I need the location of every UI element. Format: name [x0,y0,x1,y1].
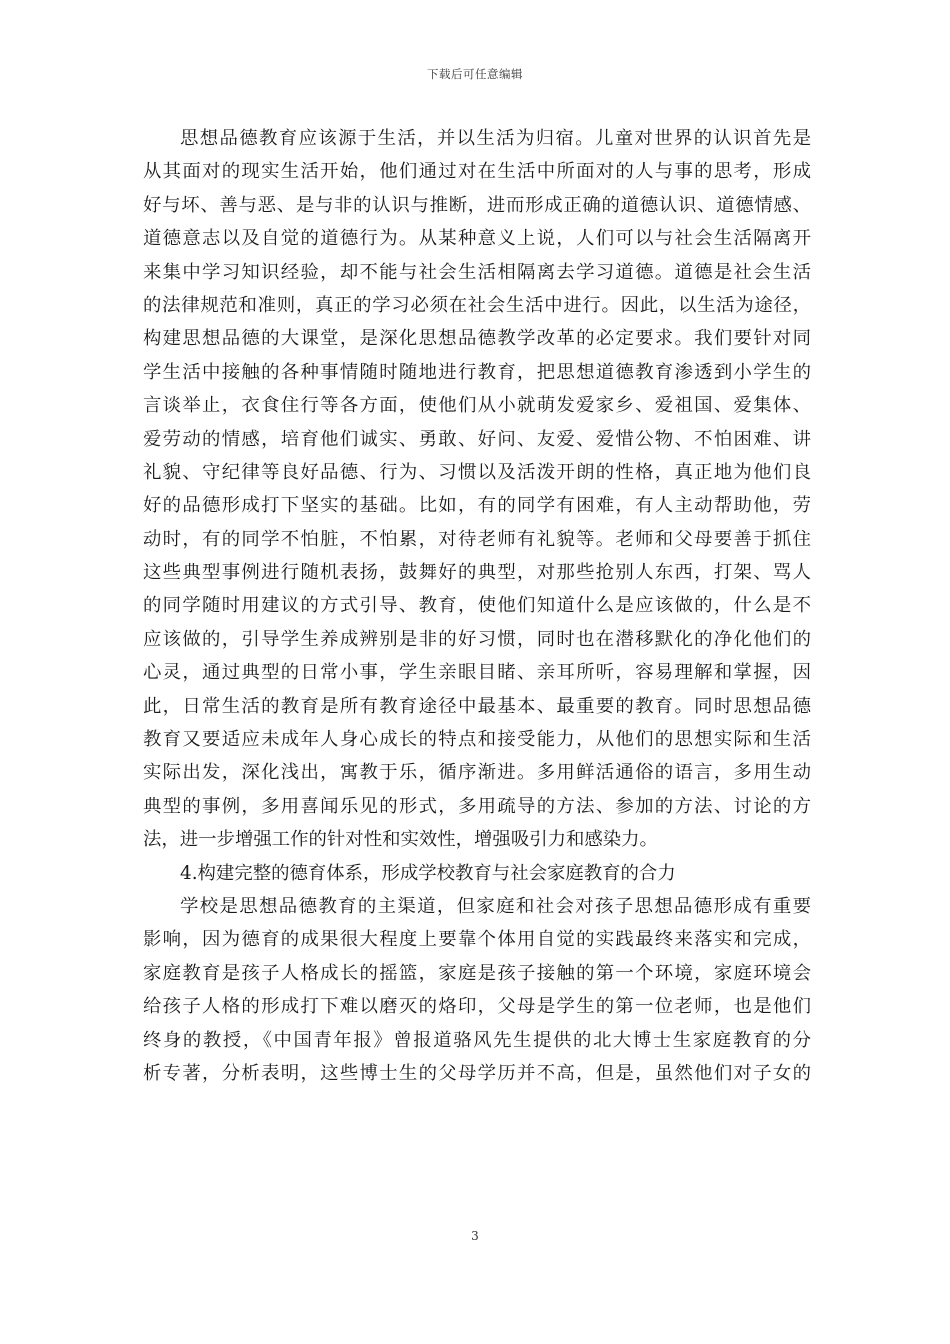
paragraph-line: 的法律规范和准则，真正的学习必须在社会生活中进行。因此，以生活为途径， [143,294,811,316]
paragraph-line: 这些典型事例进行随机表扬，鼓舞好的典型，对那些抢别人东西，打架、骂人 [143,562,811,584]
paragraph-line: 好与坏、善与恶、是与非的认识与推断，进而形成正确的道德认识、道德情感、 [143,194,811,216]
paragraph-line: 应该做的，引导学生养成辨别是非的好习惯，同时也在潜移默化的净化他们的 [143,628,811,650]
paragraph-line: 此，日常生活的教育是所有教育途径中最基本、最重要的教育。同时思想品德 [143,695,811,717]
paragraph-line: 从其面对的现实生活开始，他们通过对在生活中所面对的人与事的思考，形成 [143,161,811,183]
paragraph-line: 给孩子人格的形成打下难以磨灭的烙印，父母是学生的第一位老师，也是他们 [143,996,811,1018]
paragraph-line: 道德意志以及自觉的道德行为。从某种意义上说，人们可以与社会生活隔离开 [143,228,811,250]
paragraph-line: 言谈举止，衣食住行等各方面，使他们从小就萌发爱家乡、爱祖国、爱集体、 [143,395,811,417]
paragraph-line: 思想品德教育应该源于生活，并以生活为归宿。儿童对世界的认识首先是 [180,128,811,149]
paragraph-line: 法，进一步增强工作的针对性和实效性，增强吸引力和感染力。 [143,829,658,851]
document-body [143,122,811,1090]
paragraph-line: 心灵，通过典型的日常小事，学生亲眼目睹、亲耳所听，容易理解和掌握，因 [143,662,811,684]
paragraph-line: 礼貌、守纪律等良好品德、行为、习惯以及活泼开朗的性格，真正地为他们良 [143,461,811,483]
paragraph-line: 学校是思想品德教育的主渠道，但家庭和社会对孩子思想品德形成有重要 [180,895,811,917]
paragraph-line: 的同学随时用建议的方式引导、教育，使他们知道什么是应该做的，什么是不 [143,595,811,617]
paragraph-line: 实际出发，深化浅出，寓教于乐，循序渐进。多用鲜活通俗的语言，多用生动 [143,762,811,784]
paragraph-line: 影响，因为德育的成果很大程度上要靠个体用自觉的实践最终来落实和完成， [143,929,811,951]
page-header-note: 下载后可任意编辑 [427,67,523,81]
page-number: 3 [471,1229,479,1243]
paragraph-line: 动时，有的同学不怕脏，不怕累，对待老师有礼貌等。老师和父母要善于抓住 [143,528,811,550]
paragraph-line: 终身的教授，《中国青年报》曾报道骆风先生提供的北大博士生家庭教育的分 [143,1029,811,1051]
paragraph-line: 教育又要适应未成年人身心成长的特点和接受能力，从他们的思想实际和生活 [143,729,811,751]
paragraph-line: 好的品德形成打下坚实的基础。比如，有的同学有困难，有人主动帮助他，劳 [143,495,811,517]
paragraph-line: 学生活中接触的各种事情随时随地进行教育，把思想道德教育渗透到小学生的 [143,361,811,383]
paragraph-line: 典型的事例，多用喜闻乐见的形式，多用疏导的方法、参加的方法、讨论的方 [143,795,811,817]
paragraph-line: 家庭教育是孩子人格成长的摇篮，家庭是孩子接触的第一个环境，家庭环境会 [143,962,811,984]
section-heading: 4.构建完整的德育体系，形成学校教育与社会家庭教育的合力 [180,862,676,884]
paragraph-line: 爱劳动的情感，培育他们诚实、勇敢、好问、友爱、爱惜公物、不怕困难、讲 [143,428,811,450]
paragraph-line: 构建思想品德的大课堂，是深化思想品德教学改革的必定要求。我们要针对同 [143,328,811,350]
paragraph-line: 析专著，分析表明，这些博士生的父母学历并不高，但是，虽然他们对子女的 [143,1062,811,1084]
paragraph-line: 来集中学习知识经验，却不能与社会生活相隔离去学习道德。道德是社会生活 [143,261,811,283]
